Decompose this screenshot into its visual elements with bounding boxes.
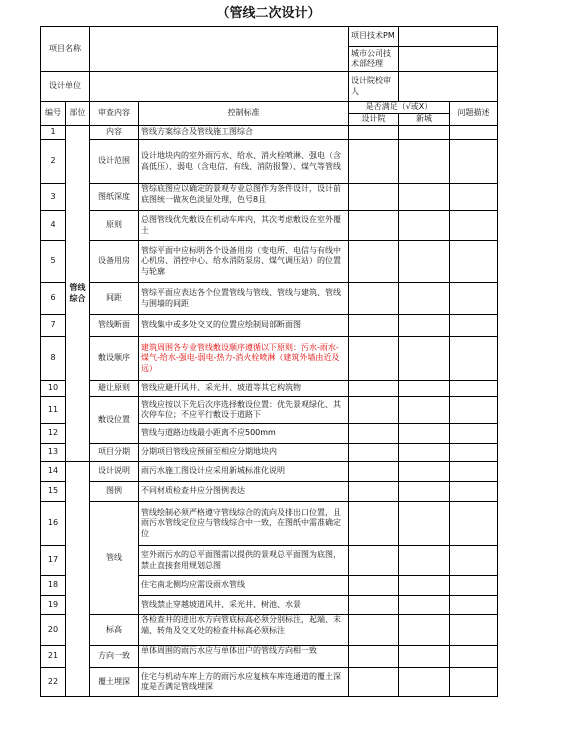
row-no: 22 [41,668,66,697]
institute-check-cell[interactable] [349,482,399,502]
row-content-pipeline: 管线 [90,502,139,615]
issue-cell[interactable] [450,502,498,546]
row-no: 4 [41,211,66,241]
row-standard: 管线绘制必须严格遵守管线综合的流向及排出口位置，且雨污水管线定位应与管线综合中一致，在图纸中需准确定位 [139,502,349,546]
newcity-check-cell[interactable] [399,397,450,424]
col-institute-header: 设计院 [349,114,399,126]
row-no: 7 [41,315,66,337]
institute-check-cell[interactable] [349,126,399,140]
row-content: 覆土埋深 [90,668,139,697]
newcity-check-cell[interactable] [399,482,450,502]
city-manager-label: 城市公司技术部经理 [349,47,399,72]
row-no: 12 [41,424,66,444]
newcity-check-cell[interactable] [399,337,450,381]
issue-cell[interactable] [450,646,498,668]
row-standard: 管线与道路边线最小距离不应500mm [139,424,349,444]
newcity-check-cell[interactable] [399,315,450,337]
institute-reviewer-field[interactable] [399,72,498,102]
design-unit-field[interactable] [90,72,349,102]
issue-cell[interactable] [450,241,498,283]
row-standard: 室外雨污水的总平面图需以提供的景观总平面图为底图，禁止直接套用规划总图 [139,546,349,576]
issue-cell[interactable] [450,381,498,397]
newcity-check-cell[interactable] [399,424,450,444]
institute-check-cell[interactable] [349,283,399,315]
row-content: 设计范围 [90,140,139,184]
newcity-check-cell[interactable] [399,646,450,668]
institute-check-cell[interactable] [349,615,399,646]
institute-check-cell[interactable] [349,596,399,615]
newcity-check-cell[interactable] [399,140,450,184]
row-standard: 不同材质检查井应分图例表达 [139,482,349,502]
row-standard: 单体周围的雨污水应与单体出户的管线方向相一致 [141,646,317,655]
city-manager-field[interactable] [399,47,498,72]
newcity-check-cell[interactable] [399,241,450,283]
institute-check-cell[interactable] [349,576,399,596]
issue-cell[interactable] [450,482,498,502]
row-no: 13 [41,444,66,462]
row-standard: 管线方案综合及管线施工图综合 [139,126,349,140]
dept-cell-empty [66,462,90,697]
newcity-check-cell[interactable] [399,444,450,462]
row-content: 设备用房 [90,241,139,283]
issue-cell[interactable] [450,184,498,211]
row-content: 间距 [90,283,139,315]
row-no: 17 [41,546,66,576]
row-content: 管线断面 [90,315,139,337]
issue-cell[interactable] [450,283,498,315]
col-satisfied-header: 是否满足（√或X） [349,102,450,114]
row-no: 14 [41,462,66,482]
issue-cell[interactable] [450,397,498,424]
design-unit-label: 设计单位 [41,72,90,102]
row-standard: 管综平面中应标明各个设备用房（变电所、电信与有线中心机房、消控中心、给水消防泵房、煤气调压站）的位置与轮廓 [139,241,349,283]
row-no: 20 [41,615,66,646]
row-standard: 管综平面应表达各个位置管线与管线、管线与建筑、管线与围墙的间距 [139,283,349,315]
project-pm-label: 项目技术PM [349,27,399,47]
row-standard: 管线集中或多处交叉的位置应绘制局部断面图 [139,315,349,337]
institute-check-cell[interactable] [349,646,399,668]
row-no: 3 [41,184,66,211]
newcity-check-cell[interactable] [399,502,450,546]
row-no: 11 [41,397,66,424]
newcity-check-cell[interactable] [399,546,450,576]
institute-check-cell[interactable] [349,546,399,576]
row-no: 16 [41,502,66,546]
col-dept-header: 部位 [66,102,90,126]
row-standard: 总图管线优先敷设在机动车库内，其次考虑敷设在室外覆土 [139,211,349,241]
institute-check-cell[interactable] [349,337,399,381]
row-no: 1 [41,126,66,140]
row-content-install-position: 敷设位置 [90,397,139,444]
col-issue-header: 问题描述 [450,102,498,126]
row-content: 图例 [90,482,139,502]
issue-cell[interactable] [450,462,498,482]
col-newcity-header: 新城 [399,114,450,126]
institute-check-cell[interactable] [349,184,399,211]
issue-cell[interactable] [450,337,498,381]
newcity-check-cell[interactable] [399,126,450,140]
row-no: 5 [41,241,66,283]
row-content: 项目分期 [90,444,139,462]
issue-cell[interactable] [450,596,498,615]
newcity-check-cell[interactable] [399,283,450,315]
row-no: 8 [41,337,66,381]
row-standard: 住宅南北侧均应需设雨水管线 [139,576,349,596]
checklist-table [40,26,498,697]
row-no: 10 [41,381,66,397]
row-content: 内容 [90,126,139,140]
newcity-check-cell[interactable] [399,668,450,697]
row-standard: 分期项目管线应预留至相应分期地块内 [139,444,349,462]
newcity-check-cell[interactable] [399,381,450,397]
institute-check-cell[interactable] [349,381,399,397]
row-content: 方向一致 [90,646,139,668]
row-content: 敷设顺序 [90,337,139,381]
issue-cell[interactable] [450,315,498,337]
row-content: 图纸深度 [90,184,139,211]
newcity-check-cell[interactable] [399,211,450,241]
row-content: 避让原则 [90,381,139,397]
row-no: 21 [41,646,66,668]
row-standard: 管线应按以下先后次序选择敷设位置：优先景观绿化、其次停车位；不应平行敷设于道路下 [139,397,349,424]
institute-check-cell[interactable] [349,462,399,482]
issue-cell[interactable] [450,546,498,576]
issue-cell[interactable] [450,576,498,596]
col-no-header: 编号 [41,102,66,126]
dept-group-label: 管线综合 [66,126,90,462]
row-no: 2 [41,140,66,184]
row-no: 15 [41,482,66,502]
institute-check-cell[interactable] [349,241,399,283]
row-standard: 住宅与机动车库上方的雨污水应复核车库连通道的覆土深度是否满足管线埋深 [139,668,349,697]
issue-cell[interactable] [450,668,498,697]
row-standard: 管线禁止穿越坡道风井、采光井、树池、水景 [139,596,349,615]
col-content-header: 审查内容 [90,102,139,126]
row-standard: 管线应避开风井、采光井、坡道等其它构筑物 [139,381,349,397]
institute-check-cell[interactable] [349,444,399,462]
institute-check-cell[interactable] [349,211,399,241]
row-no: 19 [41,596,66,615]
row-content: 标高 [90,615,139,646]
newcity-check-cell[interactable] [399,615,450,646]
row-standard: 建筑周围各专业管线敷设顺序遵循以下原则：污水-雨水-煤气-给水-强电-弱电-热力-消火栓喷淋（建筑外墙由近及远） [139,337,349,381]
newcity-check-cell[interactable] [399,462,450,482]
row-standard: 雨污水施工图设计应采用新城标准化说明 [139,462,349,482]
issue-cell[interactable] [450,444,498,462]
newcity-check-cell[interactable] [399,576,450,596]
document-title-line2: （管线二次设计） [216,6,321,21]
row-standard: 设计地块内的室外雨污水、给水、消火栓喷淋、强电（含高低压）、弱电（含电信、有线、消防报警）、煤气等管线 [139,140,349,184]
row-no: 6 [41,283,66,315]
row-content: 设计说明 [90,462,139,482]
institute-reviewer-label: 设计院校审人 [349,72,399,102]
row-standard: 各检查井的进出水方向管底标高必须分别标注，起端、末端、转角及交叉处的检查井标高必须标注 [141,615,341,635]
row-standard: 管综底图应以确定的景观专业总图作为条件设计，设计前底图统一做灰色淡显处理，色号8且 [141,184,341,204]
institute-check-cell[interactable] [349,668,399,697]
project-name-field[interactable] [90,27,349,72]
institute-check-cell[interactable] [349,315,399,337]
project-name-label: 项目名称 [41,27,90,72]
project-pm-field[interactable] [399,27,498,47]
institute-check-cell[interactable] [349,140,399,184]
issue-cell[interactable] [450,424,498,444]
institute-check-cell[interactable] [349,502,399,546]
row-no: 18 [41,576,66,596]
institute-check-cell[interactable] [349,424,399,444]
institute-check-cell[interactable] [349,397,399,424]
newcity-check-cell[interactable] [399,596,450,615]
issue-cell[interactable] [450,615,498,646]
issue-cell[interactable] [450,140,498,184]
row-content: 原则 [90,211,139,241]
newcity-check-cell[interactable] [399,184,450,211]
issue-cell[interactable] [450,211,498,241]
col-standard-header: 控制标准 [139,102,349,126]
issue-cell[interactable] [450,126,498,140]
